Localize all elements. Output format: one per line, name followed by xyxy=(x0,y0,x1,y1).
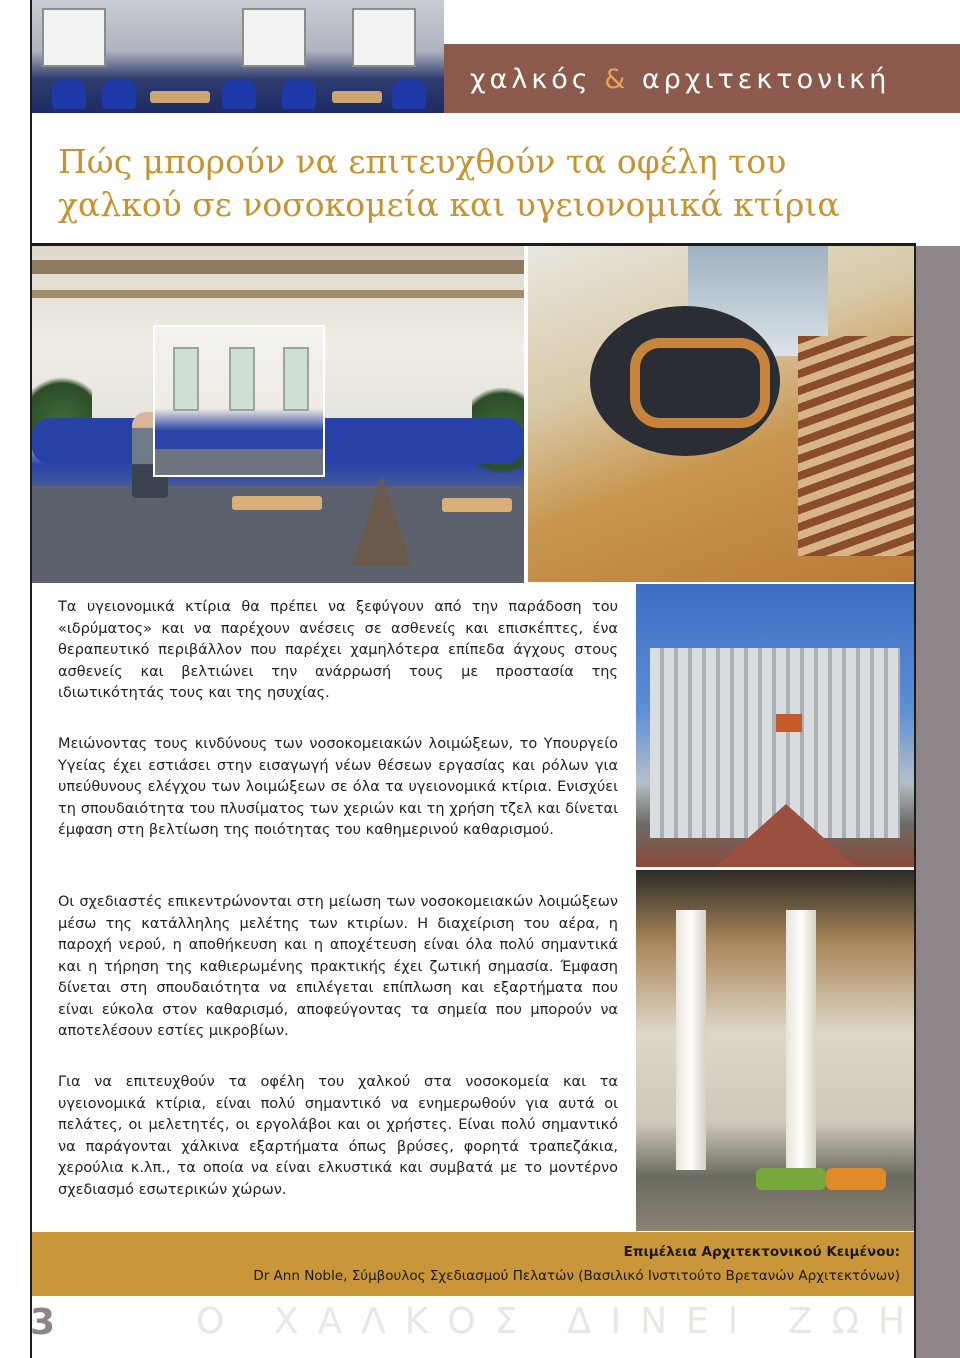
page-number: 3 xyxy=(30,1302,56,1343)
side-gray-bar xyxy=(916,246,960,1358)
header-photo xyxy=(32,0,444,113)
page-title-line2: χαλκού σε νοσοκομεία και υγειονομικά κτίρια xyxy=(58,185,840,224)
series-title-ampersand: & xyxy=(604,64,630,95)
footer-slogan: Ο ΧΑΛΚΟΣ ΔΙΝΕΙ ΖΩΗ xyxy=(196,1301,925,1342)
series-title-part1: χαλκός xyxy=(470,64,605,95)
credits-title: Επιμέλεια Αρχιτεκτονικού Κειμένου: xyxy=(623,1244,900,1260)
paragraph-designers: Οι σχεδιαστές επικεντρώνονται στη μείωση των νοσοκομειακών λοιμώξεων μέσω της κατάλληλης μελέτης των κτιρίων. Η διαχείριση του αέρα, η παροχή νερού, η αποθήκευση και η αποχέτευση είναι όλα πολύ σημαντικά και η τήρηση της καθιερωμένης πρακτικής έχει ζωτική σημασία. Έμφαση δίνεται στη σπουδαιότητα να επιλέγεται επίπλωση και εξαρτήματα που είναι εύκολα στον καθαρισμό, αποφεύγοντας τα σημεία που μπορούν να αποτελέσουν εστίες μικροβίων. xyxy=(58,894,618,1039)
credits-author: Dr Ann Noble, Σύμβουλος Σχεδιασμού Πελατών (Βασιλικό Ινστιτούτο Βρετανών Αρχιτεκτόνων) xyxy=(253,1268,900,1284)
left-rule xyxy=(30,0,32,1358)
interior-photo xyxy=(636,870,914,1231)
paragraph-intro: Τα υγειονομικά κτίρια θα πρέπει να ξεφύγουν από την παράδοση του «ιδρύματος» και να παρέχουν ανέσεις σε ασθενείς και επισκέπτες, ένα θεραπευτικό περιβάλλον που παρέχει χαμηλότερα επίπεδα άγχους στους ασθενείς και βελτιώνει την ανάρρωσή τους με προστασία της ιδιωτικότητάς τους και της ησυχίας. xyxy=(58,599,618,701)
atrium-photo xyxy=(528,246,914,582)
paragraph-copper-benefits: Για να επιτευχθούν τα οφέλη του χαλκού στα νοσοκομεία και τα υγειονομικά κτίρια, είναι πολύ σημαντικό να ενημερωθούν για αυτά οι πελάτες, οι μελετητές, οι εργολάβοι και οι χρήστες. Είναι πολύ σημαντικό να παράγονται χάλκινα εξαρτήματα όπως βρύσες, φορητά τραπεζάκια, χερούλια κ.λπ., τα οποία να είναι ελκυστικά και συμβατά με το μοντέρνο σχεδιασμό εσωτερικών χώρων. xyxy=(58,1074,618,1198)
paragraph-infection-control: Μειώνοντας τους κινδύνους των νοσοκομειακών λοιμώξεων, το Υπουργείο Υγείας έχει εστιάσει στην εισαγωγή νέων θέσεων εργασίας και ρόλων για υπεύθυνους ελέγχου των λοιμώξεων σε όλα τα υγειονομικά κτίρια. Ενισχύει τη σπουδαιότητα του πλυσίματος των χεριών και τη χρήση τζελ και δίνεται έμφαση στη βελτίωση της ποιότητας του καθημερινού καθαρισμού. xyxy=(58,736,618,838)
credits-box xyxy=(32,1232,914,1296)
building-photo xyxy=(636,584,914,867)
inset-room-photo xyxy=(153,325,325,477)
page-title xyxy=(58,140,898,226)
series-title xyxy=(470,64,890,95)
page-title-line1: Πώς μπορούν να επιτευχθούν τα οφέλη του xyxy=(58,142,787,181)
series-title-part2: αρχιτεκτονική xyxy=(629,64,891,95)
